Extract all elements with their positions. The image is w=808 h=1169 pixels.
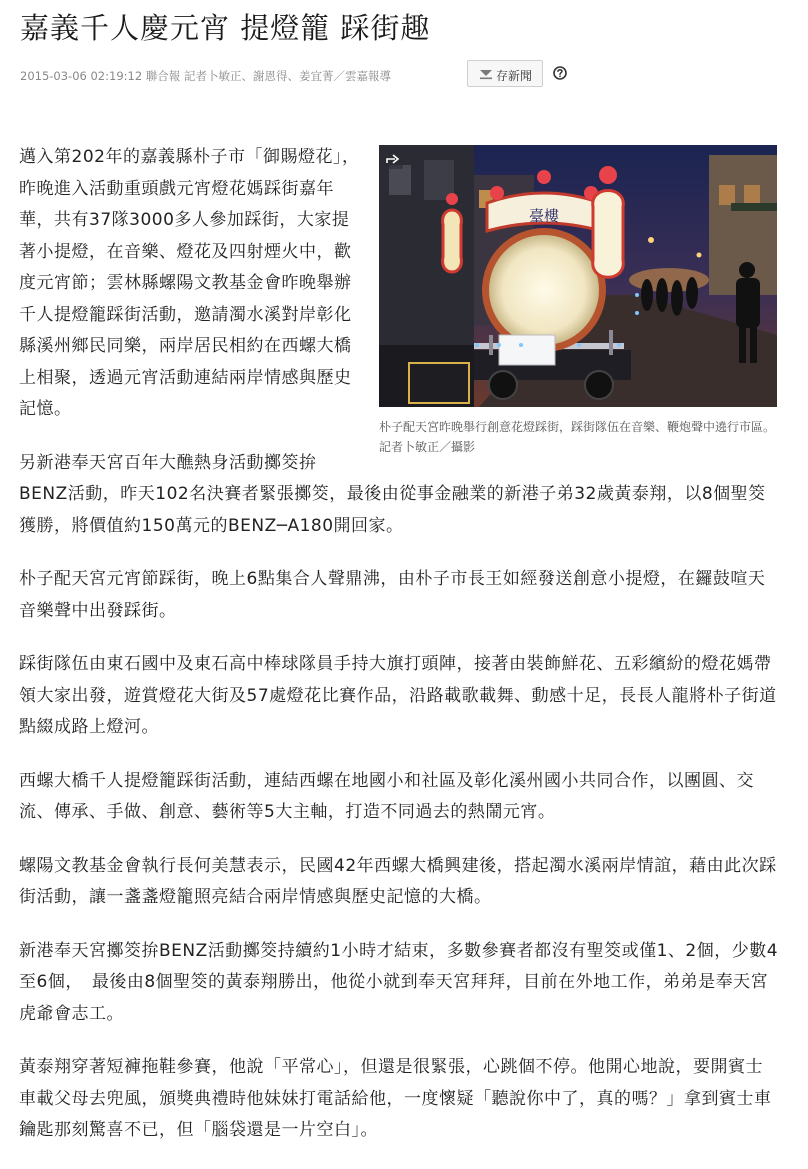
- article-body: [19, 142, 779, 1169]
- article-byline: 2015-03-06 02:19:12 聯合報 記者卜敏正、謝恩得、姜宜菁／雲嘉報導: [20, 69, 391, 83]
- article-paragraph: 新港奉天宮擲筊拚BENZ活動擲筊持續約1小時才結束，多數參賽者都沒有聖筊或僅1、2個，少數4至6個， 最後由8個聖筊的黃泰翔勝出，他從小就到奉天宮拜拜，目前在外地工作，弟弟是奉天宮虎爺會志工。: [19, 940, 779, 1024]
- question-circle-icon[interactable]: [553, 66, 567, 80]
- download-tray-icon: [479, 69, 493, 80]
- photo-caption: 朴子配天宮昨晚舉行創意花燈踩街，踩街隊伍在音樂、鞭炮聲中遶行市區。 記者卜敏正／攝影: [379, 420, 776, 454]
- save-news-label: 存新聞: [496, 69, 533, 83]
- article-paragraph: 西螺大橋千人提燈籠踩街活動，連結西螺在地國小和社區及彰化溪州國小共同合作，以團圓、交流、傳承、手做、創意、藝術等5大主軸，打造不同過去的熱鬧元宵。: [19, 770, 754, 822]
- article-paragraph: 黃泰翔穿著短褲拖鞋參賽，他說「平常心」，但還是很緊張，心跳個不停。他開心地說，要開賓士車載父母去兜風，頒獎典禮時他妹妹打電話給他，一度懷疑「聽說你中了，真的嗎？」拿到賓士車鑰匙那刻驚喜不已，但「腦袋還是一片空白」。: [19, 1057, 772, 1140]
- article-paragraph: 朴子配天宮元宵節踩街，晚上6點集合人聲鼎沸，由朴子市長王如經發送創意小提燈，在鑼鼓喧天音樂聲中出發踩街。: [19, 569, 766, 621]
- article-paragraph: 邁入第202年的嘉義縣朴子市「御賜燈花」，昨晚進入活動重頭戲元宵燈花媽踩街嘉年華，共有37隊3000多人參加踩街，大家提著小提燈，在音樂、燈花及四射煙火中，歡度元宵節；雲林縣螺陽文教基金會昨晚舉辦千人提燈籠踩街活動，邀請濁水溪對岸彰化縣溪州鄉民同樂，兩岸居民相約在西螺大橋上相聚，透過元宵活動連結兩岸情感與歷史記憶。: [19, 147, 360, 419]
- article-meta-bar: [20, 60, 780, 88]
- article-paragraph: 踩街隊伍由東石國中及東石高中棒球隊員手持大旗打頭陣，接著由裝飾鮮花、五彩繽紛的燈花媽帶領大家出發，遊賞燈花大街及57處燈花比賽作品，沿路載歌載舞、動感十足，長長人龍將朴子街道點綴成路上燈河。: [19, 654, 777, 737]
- article-paragraph: 另新港奉天宮百年大醮熱身活動擲筊拚BENZ活動，昨天102名決賽者緊張擲筊，最後由從事金融業的新港子弟32歲黃泰翔，以8個聖筊獲勝，將價值約150萬元的BENZ─A180開回家。: [19, 452, 766, 536]
- share-icon[interactable]: [383, 149, 403, 169]
- article-photo[interactable]: [379, 145, 777, 407]
- lantern-parade-photo: [379, 145, 777, 407]
- article-figure: [379, 145, 779, 457]
- save-news-button[interactable]: [467, 60, 543, 87]
- drum-banner-text: 臺樓: [528, 207, 560, 225]
- article-paragraph: 螺陽文教基金會執行長何美慧表示，民國42年西螺大橋興建後，搭起濁水溪兩岸情誼，藉由此次踩街活動，讓一盞盞燈籠照亮結合兩岸情感與歷史記憶的大橋。: [19, 855, 777, 907]
- article-title: 嘉義千人慶元宵 提燈籠 踩街趣: [20, 11, 431, 45]
